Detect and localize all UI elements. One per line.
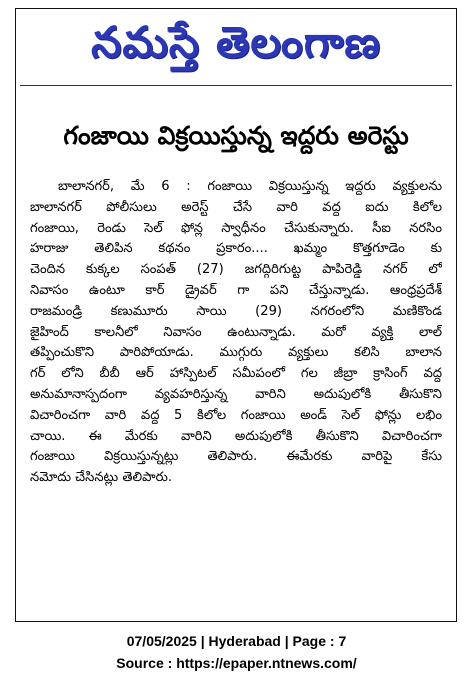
article-line: గంజాయి విక్రయిస్తున్నట్లు తెలిపారు. ఈమేరకు వారిపై కేసు — [30, 449, 442, 465]
article-line: చాయి. ఈ మేరకు వారిని అదుపులోకి తీసుకొని విచారించగా — [30, 428, 442, 444]
article-line: నివాసం ఉంటూ కార్ డ్రైవర్ గా పని చేస్తున్నాడు. ఆంధ్రప్రదేశ్ — [30, 282, 442, 298]
article-line: నమోదు చేసినట్లు తెలిపారు. — [30, 470, 173, 486]
article-body — [30, 177, 442, 489]
article-line: హరాజు తెలిపిన కథనం ప్రకారం.... ఖమ్మం కొత్తగూడెం కు — [30, 241, 442, 257]
article-line: అనుమానాస్పదంగా వ్యవహరిస్తున్న వారిని అదుపులోకి తీసుకొని — [30, 386, 442, 402]
masthead-divider — [20, 85, 452, 86]
article-line: గర్ లోని బీబీ ఆర్ హాస్పిటల్ సమీపంలో గల జీబ్రా క్రాసింగ్ వద్ద — [30, 366, 442, 382]
article-line: చెందిన కుక్కల సంపత్ (27) జగద్గిరిగుట్ట పాపిరెడ్డి నగర్ లో — [30, 262, 442, 278]
article-line: రాజమండ్రి కణుమూరు సాయి (29) నగరంలోని మణికొండ — [30, 303, 442, 319]
date-edition-page: 07/05/2025 | Hyderabad | Page : 7 — [126, 633, 347, 649]
article-line: బాలానగర్ పోలీసులు అరెస్ట్ చేసే వారి వద్ద ఐదు కిలోల — [30, 199, 442, 215]
article-line: విచారించగా వారి వద్ద 5 కిలోల గంజాయి అండ్ సెల్ ఫోన్లు లభిం — [30, 407, 442, 423]
article-headline: గంజాయి విక్రయిస్తున్న ఇద్దరు అరెస్టు — [63, 121, 409, 150]
newspaper-masthead: నమస్తే తెలంగాణ — [91, 18, 381, 68]
source-url: Source : https://epaper.ntnews.com/ — [116, 655, 357, 671]
clipping-frame — [15, 8, 457, 622]
source-footer — [0, 630, 473, 674]
article-line: గంజాయి, రెండు సెల్ ఫోన్ల స్వాధీనం చేసుకున్నారు. సీఐ నరసిం — [30, 220, 442, 236]
article-line: తప్పించుకొని పారిపోయాడు. ముగ్గురు వ్యక్తులు కలిసి బాలాన — [30, 345, 442, 361]
article-line: బాలానగర్, మే 6 : గంజాయి విక్రయిస్తున్న ఇద్దరు వ్యక్తులను — [58, 179, 442, 194]
article-line: జైహింద్ కాలనీలో నివాసం ఉంటున్నాడు. మరో వ్యక్తి లాల్ — [30, 324, 442, 340]
